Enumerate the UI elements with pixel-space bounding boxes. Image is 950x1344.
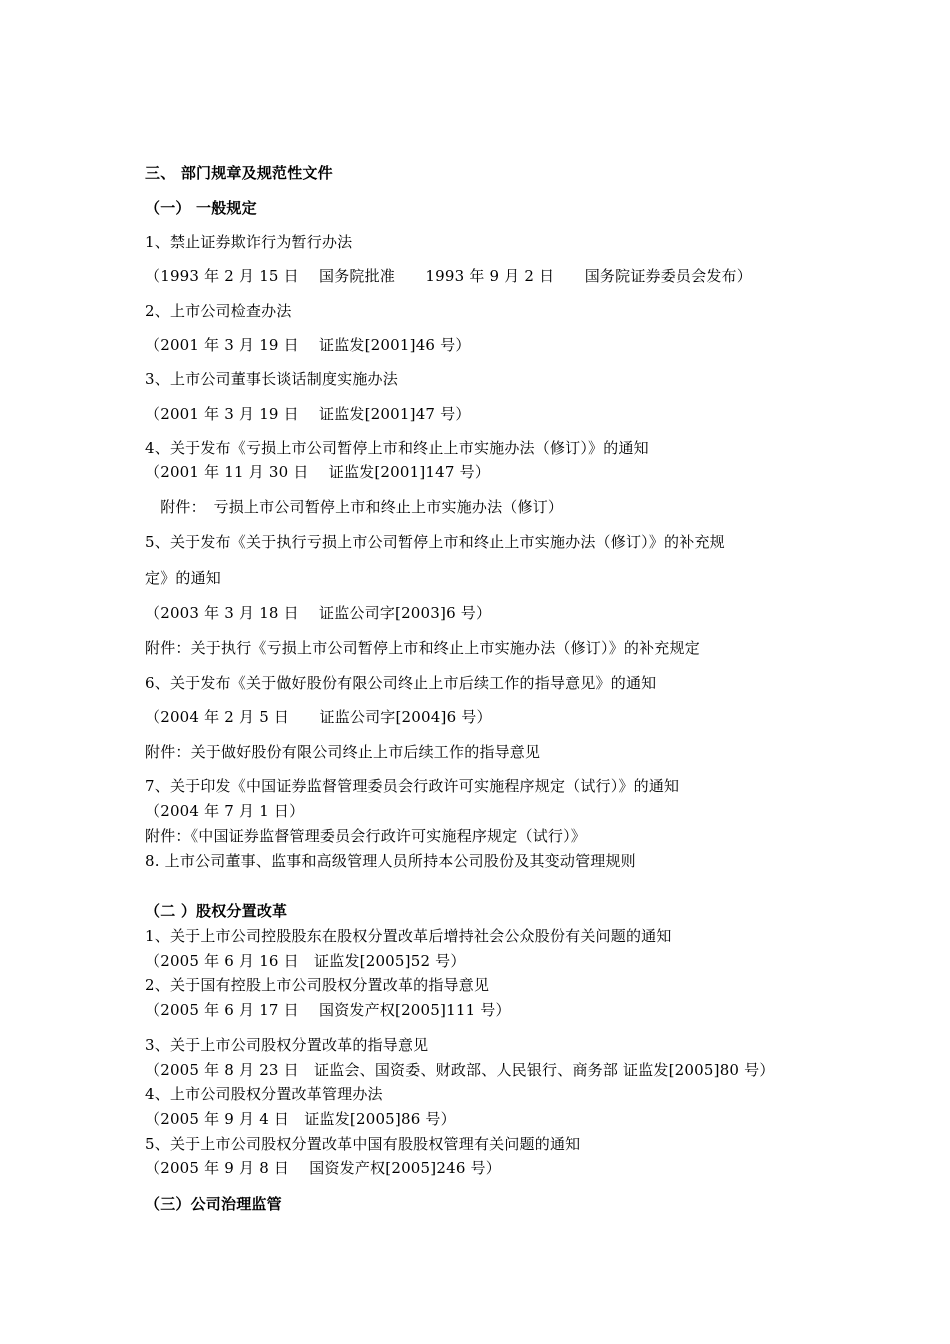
item-text: 7、关于印发《中国证券监督管理委员会行政许可实施程序规定（试行）》的通知 [145, 777, 680, 795]
item-date: （2005 年 6 月 17 日 国资发产权[2005]111 号） [145, 1001, 511, 1019]
item-date: （2005 年 8 月 23 日 证监会、国资委、财政部、人民银行、商务部 证监发[2005]80 号） [145, 1061, 775, 1079]
item-date: （2005 年 9 月 8 日 国资发产权[2005]246 号） [145, 1159, 501, 1177]
item-text: 4、关于发布《亏损上市公司暂停上市和终止上市实施办法（修订）》的通知 [145, 439, 649, 457]
item-text: 6、关于发布《关于做好股份有限公司终止上市后续工作的指导意见》的通知 [145, 674, 657, 692]
chapter-heading: 三、 部门规章及规范性文件 [145, 164, 333, 182]
item-attachment: 附件：关于执行《亏损上市公司暂停上市和终止上市实施办法（修订）》的补充规定 [145, 639, 700, 657]
item-text: 2、关于国有控股上市公司股权分置改革的指导意见 [145, 976, 490, 994]
item-date: （2003 年 3 月 18 日 证监公司字[2003]6 号） [145, 604, 492, 622]
item-text-continued: 定》的通知 [145, 569, 222, 587]
item-text: 3、关于上市公司股权分置改革的指导意见 [145, 1036, 429, 1054]
item-attachment: 附件：关于做好股份有限公司终止上市后续工作的指导意见 [145, 743, 541, 761]
item-attachment: 附件：《中国证券监督管理委员会行政许可实施程序规定（试行）》 [145, 827, 587, 845]
item-date: （2001 年 11 月 30 日 证监发[2001]147 号） [145, 463, 491, 481]
item-date: （2005 年 9 月 4 日 证监发[2005]86 号） [145, 1110, 456, 1128]
section-title-governance: （三）公司治理监管 [145, 1195, 282, 1213]
item-text: 1、关于上市公司控股股东在股权分置改革后增持社会公众股份有关问题的通知 [145, 927, 672, 945]
item-date: （2001 年 3 月 19 日 证监发[2001]46 号） [145, 336, 471, 354]
item-text: 1、禁止证券欺诈行为暂行办法 [145, 233, 353, 251]
item-date: （1993 年 2 月 15 日 国务院批准 1993 年 9 月 2 日 国务院证券委员会发布） [145, 267, 752, 285]
item-date: （2001 年 3 月 19 日 证监发[2001]47 号） [145, 405, 471, 423]
section-title-general: （一） 一般规定 [145, 199, 257, 217]
section-title-share-reform: （二 ）股权分置改革 [145, 902, 288, 920]
item-text: 4、上市公司股权分置改革管理办法 [145, 1085, 383, 1103]
item-text: 2、上市公司检查办法 [145, 302, 292, 320]
item-text: 5、关于发布《关于执行亏损上市公司暂停上市和终止上市实施办法（修订）》的补充规 [145, 533, 725, 551]
item-date: （2004 年 2 月 5 日 证监公司字[2004]6 号） [145, 708, 492, 726]
item-text: 5、关于上市公司股权分置改革中国有股股权管理有关问题的通知 [145, 1135, 581, 1153]
item-text: 8. 上市公司董事、监事和高级管理人员所持本公司股份及其变动管理规则 [145, 852, 636, 870]
item-date: （2005 年 6 月 16 日 证监发[2005]52 号） [145, 952, 466, 970]
item-text: 3、上市公司董事长谈话制度实施办法 [145, 370, 398, 388]
item-date: （2004 年 7 月 1 日） [145, 802, 305, 820]
item-attachment: 附件： 亏损上市公司暂停上市和终止上市实施办法（修订） [145, 498, 564, 516]
